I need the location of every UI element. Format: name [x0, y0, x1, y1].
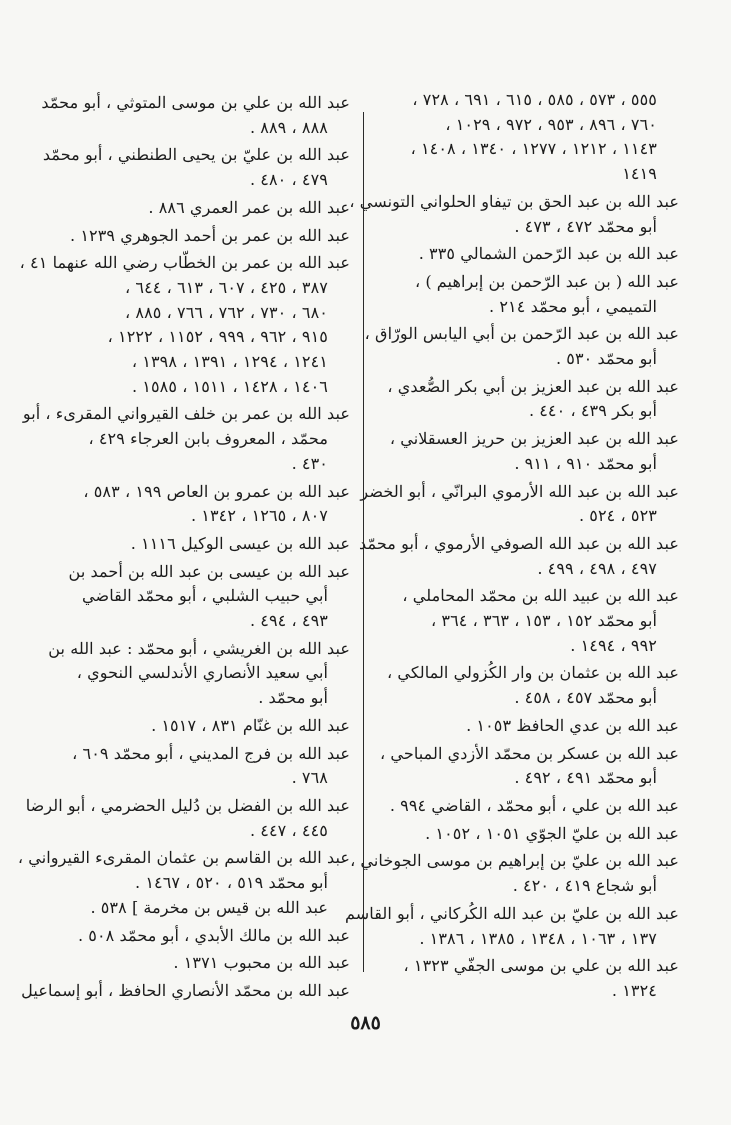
index-line: عبد الله بن الفضل بن دُليل الحضرمي ، أبو الرضا [25, 795, 350, 815]
index-line: أبو محمّد . [258, 688, 328, 708]
index-line: عبد الله بن عليّ بن إبراهيم بن موسى الجوخاني ، [350, 851, 679, 871]
index-line: عبد الله بن عبد الله الأرموي البرانّي ، أبو الخضر [360, 481, 679, 501]
index-line: ١٤١٩ [622, 164, 657, 184]
index-line: عبد الله بن الغريشي ، أبو محمّد : عبد الله بن [48, 638, 350, 658]
index-line: عبد الله بن عبد الحق بن تيفاو الحلواني التونسي ، [349, 191, 679, 211]
index-line: عبد الله بن علي ، أبو محمّد ، القاضي ٩٩٤ . [389, 795, 679, 815]
index-line: عبد الله بن عمر بن الخطّاب رضي الله عنهما ٤١ ، [19, 253, 350, 273]
index-line: عبد الله بن عبيد الله بن محمّد المحاملي ، [402, 586, 679, 606]
index-line: عبد الله بن علي بن موسى المتوثي ، أبو محمّد [41, 93, 350, 112]
index-line: ٨٨٨ ، ٨٨٩ . [249, 117, 328, 137]
index-line: التميمي ، أبو محمّد ٢١٤ . [489, 296, 657, 316]
index-line: عبد الله بن فرج المديني ، أبو محمّد ٦٠٩ ، [72, 743, 350, 763]
index-line: عبد الله بن عبد الرّحمن الشمالي ٣٣٥ . [418, 244, 679, 264]
index-line: أبو محمّد ٤٥٧ ، ٤٥٨ . [514, 688, 657, 708]
left-column [17, 88, 350, 1004]
index-line: ٨٠٧ ، ١٢٦٥ ، ١٣٤٢ . [190, 506, 328, 526]
index-line: ١٢٤١ ، ١٢٩٤ ، ١٣٩١ ، ١٣٩٨ ، [131, 352, 328, 372]
index-line: عبد الله بن عيسى بن عبد الله بن أحمد بن [68, 561, 350, 581]
index-line: عبد الله بن عليّ الجوّي ١٠٥١ ، ١٠٥٢ . [425, 823, 679, 843]
index-line: أبي حبيب الشلبي ، أبو محمّد القاضي [82, 586, 328, 606]
index-line: ١١٤٣ ، ١٢١٢ ، ١٢٧٧ ، ١٣٤٠ ، ١٤٠٨ ، [410, 139, 657, 159]
index-line: عبد الله بن عمر بن خلف القيرواني المقرىء ، أبو [22, 404, 350, 424]
index-line: ٤٩٣ ، ٤٩٤ . [249, 611, 328, 631]
index-line: ٤٣٠ . [291, 453, 328, 473]
index-line: أبي سعيد الأنصاري الأندلسي النحوي ، [76, 663, 328, 683]
page-number: ٥٨٥ [350, 1012, 381, 1034]
index-line: أبو محمّد ٤٩١ ، ٤٩٢ . [514, 768, 657, 788]
index-line: أبو محمّد ١٥٢ ، ١٥٣ ، ٣٦٣ ، ٣٦٤ ، [431, 611, 657, 631]
index-line: ٣٨٧ ، ٤٢٥ ، ٦٠٧ ، ٦١٣ ، ٦٤٤ ، [125, 277, 328, 297]
index-line: عبد الله بن عبد العزيز بن أبي بكر الصُّعدي ، [387, 376, 679, 396]
index-line: عبد الله بن قيس بن مخرمة ] ٥٣٨ . [90, 897, 328, 917]
index-line: عبد الله بن محبوب ١٣٧١ . [173, 953, 350, 973]
index-line: عبد الله بن مالك الأبدي ، أبو محمّد ٥٠٨ . [77, 925, 350, 945]
index-line: ٩١٥ ، ٩٦٢ ، ٩٩٩ ، ١١٥٢ ، ١٢٢٢ ، [107, 327, 328, 347]
index-line: عبد الله بن عمر العمري ٨٨٦ . [148, 197, 350, 217]
index-line: عبد الله بن عسكر بن محمّد الأزدي المباحي ، [379, 743, 679, 763]
index-line: أبو محمّد ٥٣٠ . [555, 349, 657, 369]
index-line: ٦٨٠ ، ٧٣٠ ، ٧٦٢ ، ٧٦٦ ، ٨٨٥ ، [125, 302, 328, 322]
index-line: عبد الله بن عثمان بن وار الكُزولي المالكي ، [386, 663, 679, 683]
index-line: عبد الله بن عمرو بن العاص ١٩٩ ، ٥٨٣ ، [83, 481, 350, 501]
index-line: ٤٤٥ ، ٤٤٧ . [249, 820, 328, 840]
index-line: أبو محمّد ٥١٩ ، ٥٢٠ ، ١٤٦٧ . [135, 873, 328, 893]
index-line: عبد الله بن القاسم بن عثمان المقرىء القيرواني ، [17, 848, 350, 868]
index-line: أبو محمّد ٩١٠ ، ٩١١ . [514, 453, 657, 473]
index-line: عبد الله بن عبد الله الصوفي الأرموي ، أبو محمّد [358, 533, 679, 553]
index-line: عبد الله بن محمّد الأنصاري الحافظ ، أبو إسماعيل [21, 980, 350, 1000]
index-line: محمّد ، المعروف بابن العرجاء ٤٢٩ ، [88, 429, 328, 449]
index-line: ٧٦٨ . [291, 768, 328, 788]
index-line: ١٤٠٦ ، ١٤٢٨ ، ١٥١١ ، ١٥٨٥ . [131, 376, 328, 396]
index-line: ٧٦٠ ، ٨٩٦ ، ٩٥٣ ، ٩٧٢ ، ١٠٢٩ ، [445, 114, 657, 134]
index-line: ٩٩٢ ، ١٤٩٤ . [570, 635, 657, 655]
index-line: أبو بكر ٤٣٩ ، ٤٤٠ . [528, 401, 657, 421]
index-line: عبد الله بن عبد الرّحمن بن أبي اليابس الورّاق ، [364, 324, 679, 344]
index-line: عبد الله بن عبد العزيز بن حريز العسقلاني ، [389, 429, 679, 449]
index-line: أبو شجاع ٤١٩ ، ٤٢٠ . [512, 876, 657, 896]
index-line: ٤٧٩ ، ٤٨٠ . [249, 170, 328, 190]
index-line: ٥٢٣ ، ٥٢٤ . [578, 506, 657, 526]
index-line: عبد الله بن عليّ بن عبد الله الكُركاني ، أبو القاسم [344, 903, 679, 923]
right-column [344, 88, 679, 1004]
index-line: أبو محمّد ٤٧٢ ، ٤٧٣ . [514, 216, 657, 236]
index-line: عبد الله ( بن عبد الرّحمن بن إبراهيم ) ، [414, 271, 679, 291]
index-line: عبد الله بن علي بن موسى الجفّي ١٣٢٣ ، [403, 956, 679, 976]
index-line: ٤٩٧ ، ٤٩٨ ، ٤٩٩ . [537, 558, 657, 578]
column-divider [363, 112, 364, 972]
index-line: ٥٥٥ ، ٥٧٣ ، ٥٨٥ ، ٦١٥ ، ٦٩١ ، ٧٢٨ ، [412, 90, 657, 109]
index-line: عبد الله بن عدي الحافظ ١٠٥٣ . [466, 715, 679, 735]
index-line: عبد الله بن عليّ بن يحيى الطنطني ، أبو محمّد [42, 145, 350, 165]
index-line: ١٣٢٤ . [611, 980, 657, 1000]
index-line: عبد الله بن عمر بن أحمد الجوهري ١٢٣٩ . [70, 225, 350, 245]
index-line: عبد الله بن عيسى الوكيل ١١١٦ . [130, 533, 350, 553]
index-line: ١٣٧ ، ١٠٦٣ ، ١٣٤٨ ، ١٣٨٥ ، ١٣٨٦ . [419, 928, 657, 948]
index-line: عبد الله بن غنّام ٨٣١ ، ١٥١٧ . [151, 715, 350, 735]
